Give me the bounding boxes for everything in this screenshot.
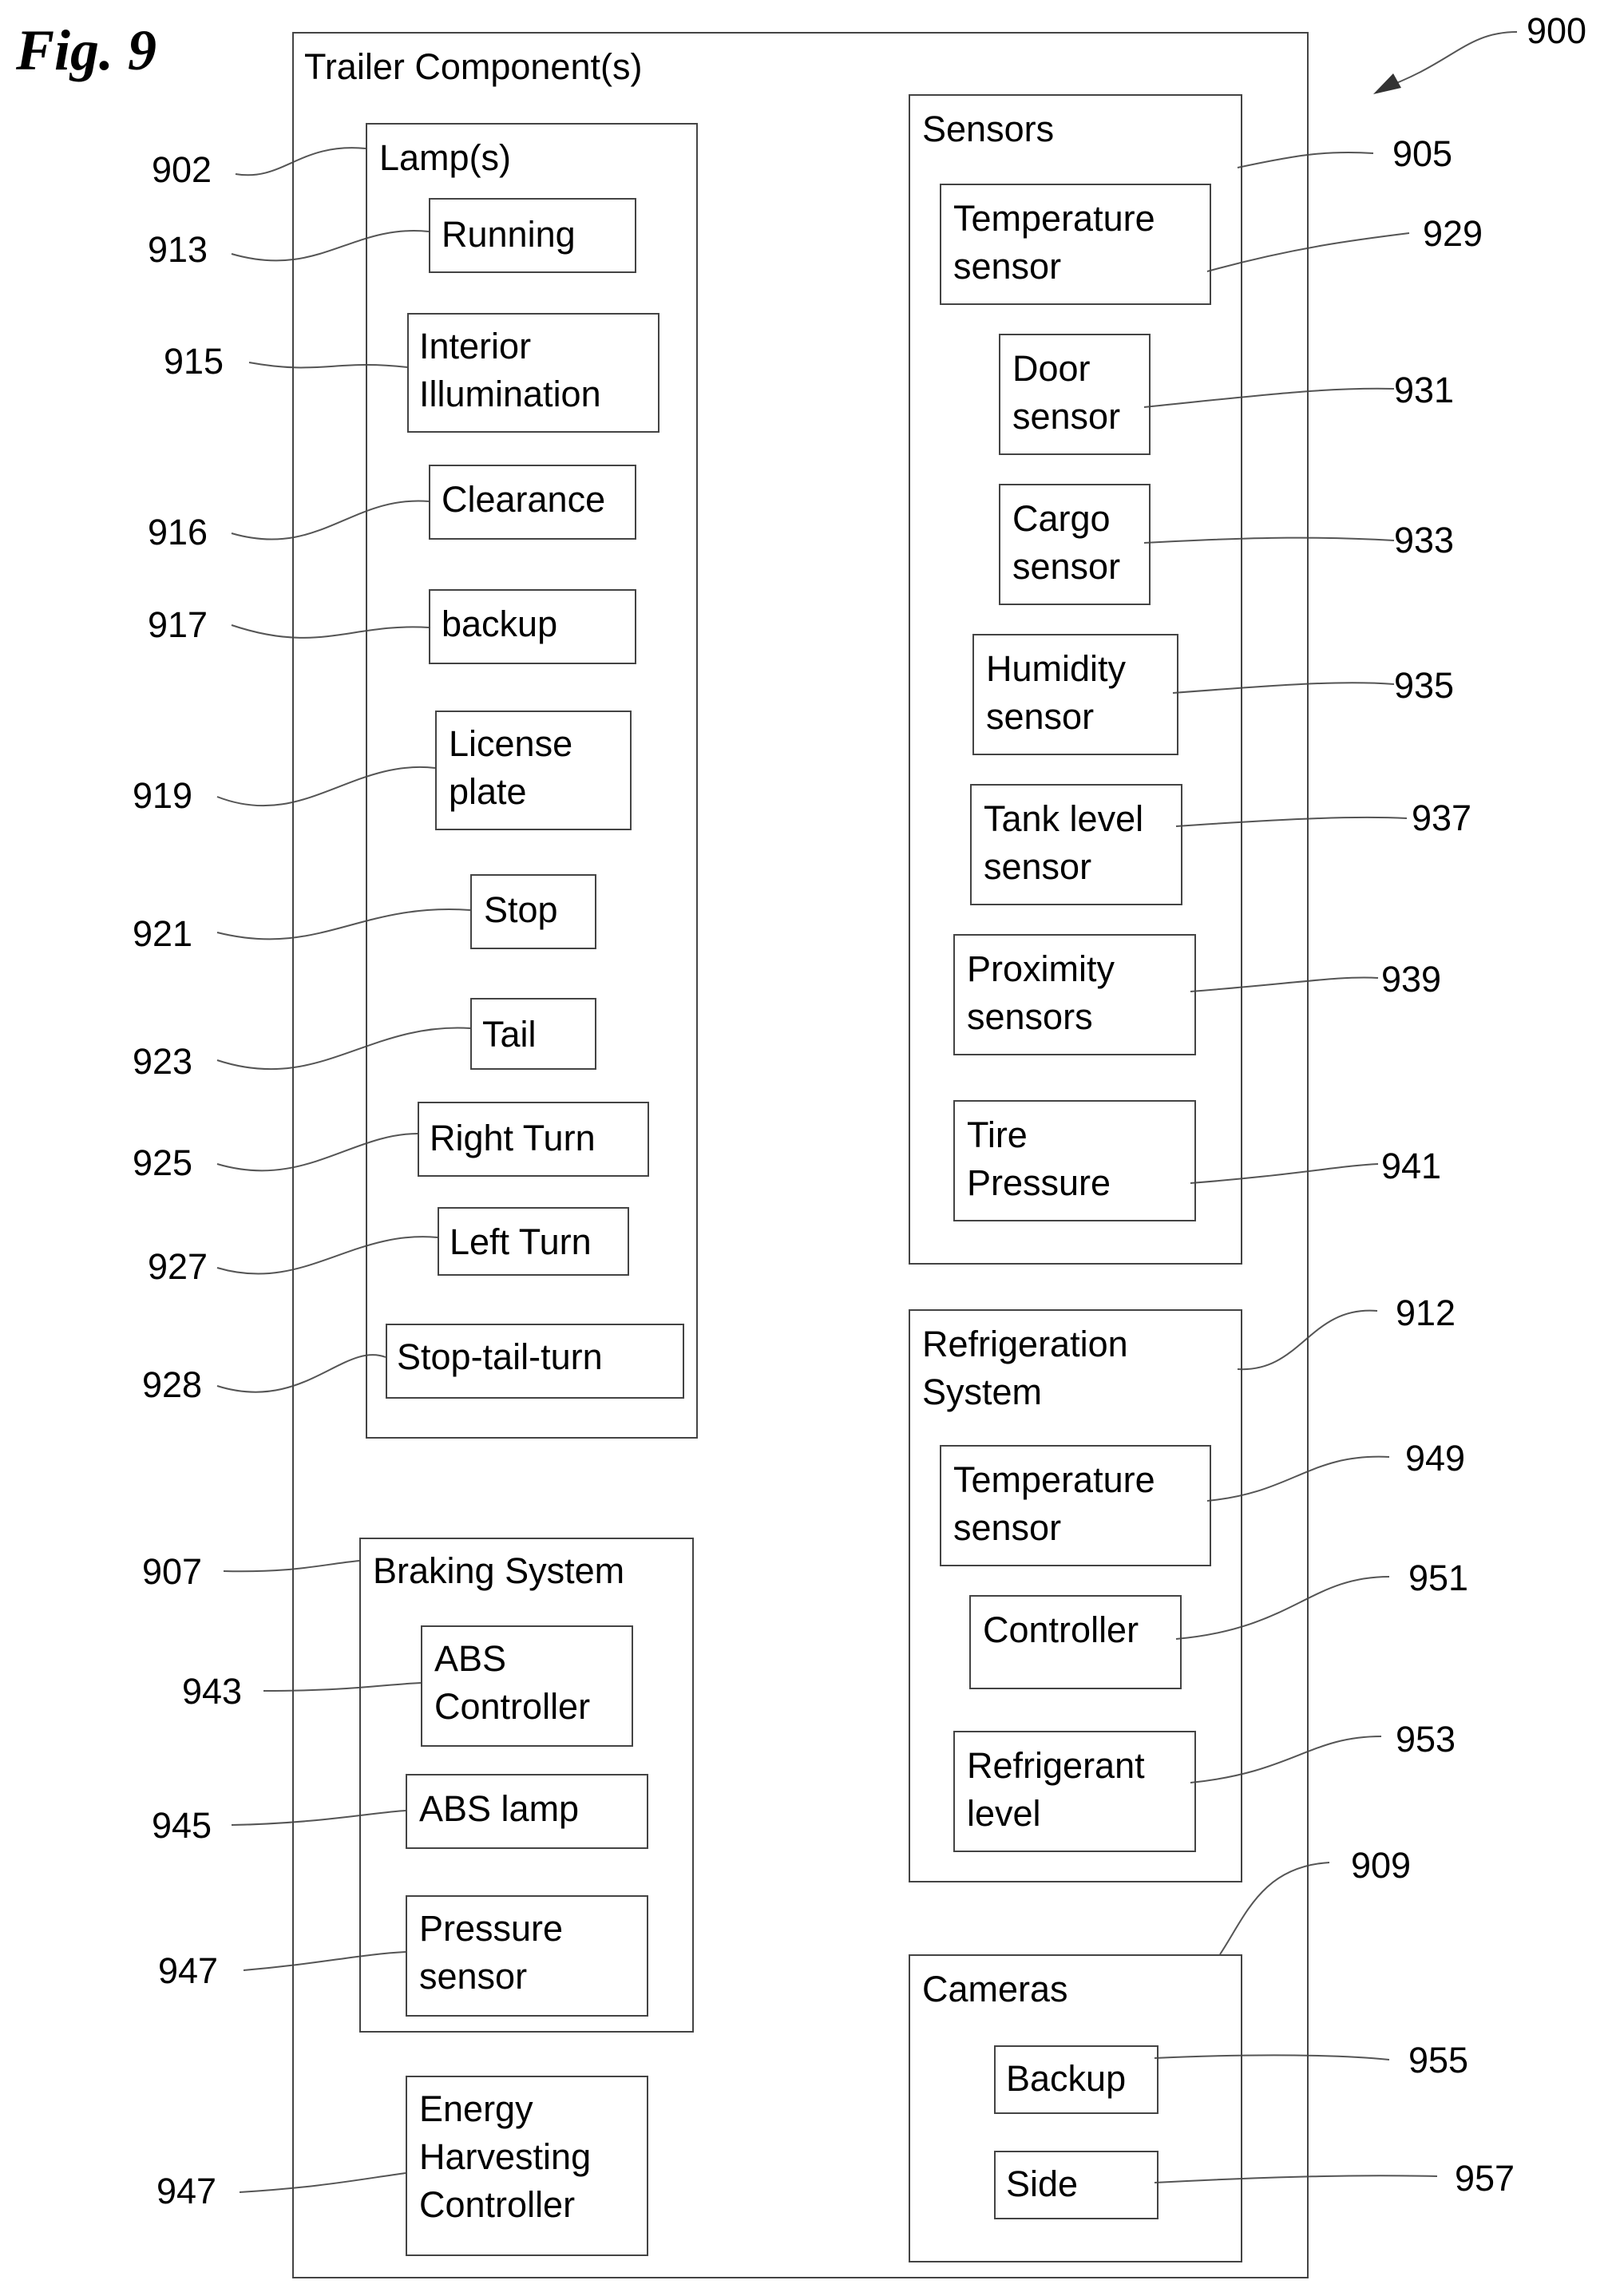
ref-912: 912 xyxy=(1396,1293,1456,1333)
lamp-clearance-label: Clearance xyxy=(442,476,605,524)
energy-harvesting-label: Energy Harvesting Controller xyxy=(419,2085,591,2229)
ref-905: 905 xyxy=(1392,134,1452,174)
refrig-refrigerant-level-label: Refrigerant level xyxy=(967,1742,1145,1838)
sensor-temperature-label: Temperature sensor xyxy=(953,195,1155,291)
sensor-proximity-label: Proximity sensors xyxy=(967,945,1115,1041)
ref-913: 913 xyxy=(148,230,208,270)
lamp-left-turn-label: Left Turn xyxy=(450,1218,592,1266)
brake-abs-lamp-label: ABS lamp xyxy=(419,1785,579,1833)
refrigeration-system-title: Refrigeration System xyxy=(922,1320,1128,1416)
cameras-title: Cameras xyxy=(922,1965,1068,2013)
figure-label: Fig. 9 xyxy=(16,18,156,84)
ref-941: 941 xyxy=(1381,1146,1441,1186)
ref-921: 921 xyxy=(133,914,192,954)
ref-902: 902 xyxy=(152,150,212,190)
lamp-tail-label: Tail xyxy=(482,1011,537,1059)
lamp-stop-label: Stop xyxy=(484,886,558,934)
camera-side-label: Side xyxy=(1006,2160,1078,2208)
ref-923: 923 xyxy=(133,1042,192,1082)
ref-925: 925 xyxy=(133,1143,192,1183)
refrig-controller-label: Controller xyxy=(983,1606,1139,1654)
ref-935: 935 xyxy=(1394,666,1454,706)
ref-947-energy: 947 xyxy=(156,2171,216,2211)
ref-943: 943 xyxy=(182,1672,242,1712)
ref-931: 931 xyxy=(1394,370,1454,410)
lamp-stop-tail-turn-label: Stop-tail-turn xyxy=(397,1333,603,1381)
lamp-backup-label: backup xyxy=(442,600,557,648)
trailer-components-title: Trailer Component(s) xyxy=(304,43,642,91)
braking-system-title: Braking System xyxy=(373,1547,624,1595)
sensor-tank-level-label: Tank level sensor xyxy=(984,795,1143,891)
sensor-tire-pressure-label: Tire Pressure xyxy=(967,1111,1111,1207)
ref-937: 937 xyxy=(1412,798,1471,838)
ref-907: 907 xyxy=(142,1552,202,1592)
lamp-running-label: Running xyxy=(442,211,576,259)
sensor-cargo-label: Cargo sensor xyxy=(1012,495,1120,591)
arrowhead-900 xyxy=(1373,73,1401,94)
ref-916: 916 xyxy=(148,513,208,552)
ref-919: 919 xyxy=(133,776,192,816)
ref-928: 928 xyxy=(142,1365,202,1405)
ref-951: 951 xyxy=(1408,1558,1468,1598)
refrig-temperature-sensor-label: Temperature sensor xyxy=(953,1456,1155,1552)
ref-949: 949 xyxy=(1405,1439,1465,1479)
ref-945: 945 xyxy=(152,1806,212,1846)
leader-900 xyxy=(1380,32,1517,89)
ref-900: 900 xyxy=(1527,11,1586,51)
ref-917: 917 xyxy=(148,605,208,645)
lamp-interior-illumination-label: Interior Illumination xyxy=(419,323,601,418)
sensors-title: Sensors xyxy=(922,105,1054,153)
lamp-right-turn-label: Right Turn xyxy=(430,1114,596,1162)
sensor-door-label: Door sensor xyxy=(1012,345,1120,441)
camera-backup-label: Backup xyxy=(1006,2055,1126,2103)
ref-953: 953 xyxy=(1396,1720,1456,1760)
brake-abs-controller-label: ABS Controller xyxy=(434,1635,590,1731)
lamp-license-plate-label: License plate xyxy=(449,720,572,816)
ref-955: 955 xyxy=(1408,2041,1468,2080)
brake-pressure-sensor-label: Pressure sensor xyxy=(419,1905,563,2001)
ref-927: 927 xyxy=(148,1247,208,1287)
lamps-title: Lamp(s) xyxy=(379,134,511,182)
ref-933: 933 xyxy=(1394,521,1454,560)
ref-909: 909 xyxy=(1351,1846,1411,1886)
ref-915: 915 xyxy=(164,342,224,382)
ref-957: 957 xyxy=(1455,2159,1515,2199)
ref-939: 939 xyxy=(1381,960,1441,1000)
ref-929: 929 xyxy=(1423,214,1483,254)
sensor-humidity-label: Humidity sensor xyxy=(986,645,1126,741)
ref-947-pressure: 947 xyxy=(158,1951,218,1991)
